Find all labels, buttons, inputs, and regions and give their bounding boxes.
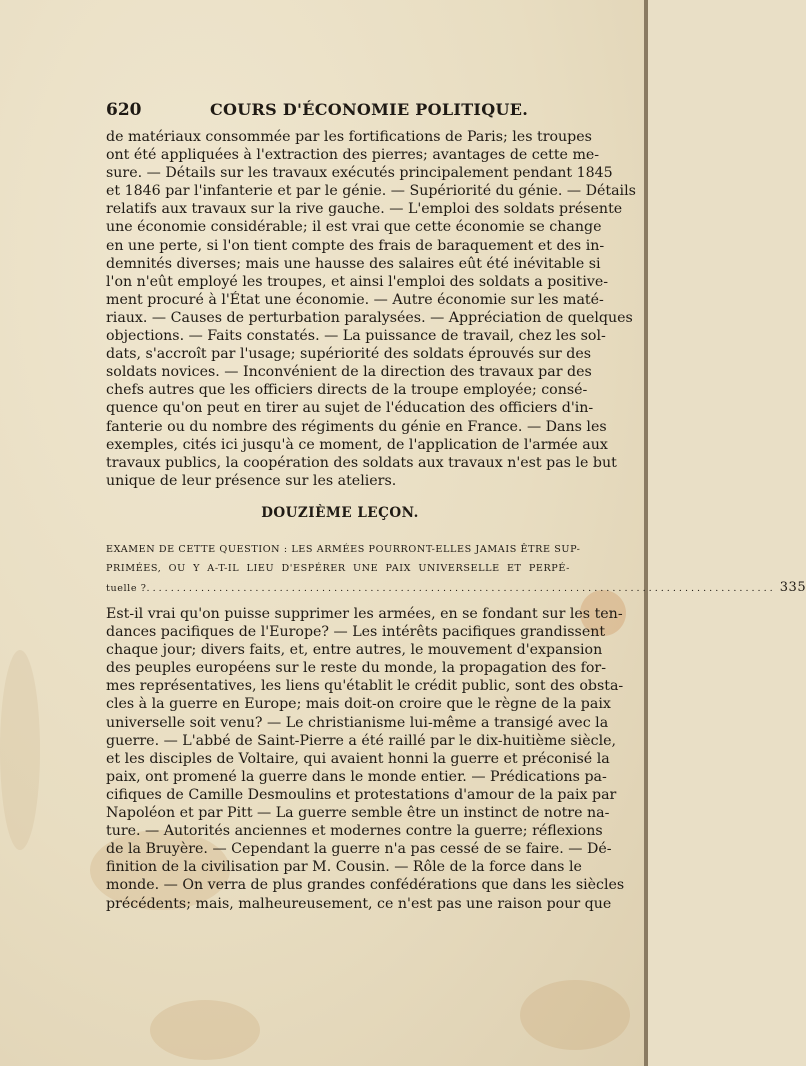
text-line: de la Bruyère. — Cependant la guerre n'a pas cessé de se faire. — Dé- [106, 841, 612, 858]
text-line: ture. — Autorités anciennes et modernes contre la guerre; réflexions [106, 823, 603, 840]
foxing-stain [0, 650, 40, 850]
page-number: 620 [106, 100, 142, 120]
text-line: dances pacifiques de l'Europe? — Les intérêts pacifiques grandissent [106, 624, 606, 641]
text-line: une économie considérable; il est vrai que cette économie se change [106, 219, 602, 236]
text-line: précédents; mais, malheureusement, ce n'est pas une raison pour que [106, 895, 612, 912]
text-line: cles à la guerre en Europe; mais doit-on croire que le règne de la paix [106, 696, 611, 713]
leader-dots: ........................................................................................................ [146, 583, 776, 594]
page-edge [644, 0, 648, 1066]
text-line: mes représentatives, les liens qu'établit le crédit public, sont des obsta- [106, 678, 624, 695]
text-line: des peuples européens sur le reste du monde, la propagation des for- [106, 660, 606, 677]
text-line: quence qu'on peut en tirer au sujet de l'éducation des officiers d'in- [106, 400, 594, 417]
text-line: ment procuré à l'État une économie. — Autre économie sur les maté- [106, 291, 604, 308]
text-line: paix, ont promené la guerre dans le monde entier. — Prédications pa- [106, 768, 607, 785]
text-line: l'on n'eût employé les troupes, et ainsi l'emploi des soldats a positive- [106, 273, 609, 290]
text-line: fanterie ou du nombre des régiments du génie en France. — Dans les [106, 418, 607, 435]
summary-paragraph-1 [106, 128, 636, 490]
text-line: Napoléon et par Pitt — La guerre semble être un instinct de notre na- [106, 805, 610, 822]
foxing-stain [150, 1000, 260, 1060]
page-header [106, 100, 574, 124]
text-line: finition de la civilisation par M. Cousin. — Rôle de la force dans le [106, 859, 582, 876]
examen-line: EXAMEN DE CETTE QUESTION : LES ARMÉES POURRONT-ELLES JAMAIS ÊTRE SUP- [106, 544, 581, 555]
page-reference: 335 [779, 580, 806, 595]
text-line: unique de leur présence sur les ateliers. [106, 472, 397, 489]
text-line: et les disciples de Voltaire, qui avaient honni la guerre et préconisé la [106, 750, 610, 767]
text-line: chefs autres que les officiers directs de la troupe employée; consé- [106, 382, 588, 399]
text-line: cifiques de Camille Desmoulins et protestations d'amour de la paix par [106, 786, 617, 803]
text-line: riaux. — Causes de perturbation paralysées. — Appréciation de quelques [106, 309, 633, 326]
text-line: en une perte, si l'on tient compte des frais de baraquement et des in- [106, 237, 605, 254]
lesson-title: DOUZIÈME LEÇON. [261, 505, 419, 521]
text-line: dats, s'accroît par l'usage; supériorité des soldats éprouvés sur des [106, 346, 592, 363]
text-line: et 1846 par l'infanterie et par le génie. — Supériorité du génie. — Détails [106, 183, 636, 200]
text-line: relatifs aux travaux sur la rive gauche. — L'emploi des soldats présente [106, 201, 623, 218]
text-line: universelle soit venu? — Le christianisme lui-même a transigé avec la [106, 714, 609, 731]
text-line: ont été appliquées à l'extraction des pierres; avantages de cette me- [106, 147, 600, 164]
toc-entry [106, 578, 806, 598]
examen-line: PRIMÉES, OU Y A-T-IL LIEU D'ESPÉRER UNE PAIX UNIVERSELLE ET PERPÉ- [106, 563, 570, 574]
text-line: chaque jour; divers faits, et, entre autres, le mouvement d'expansion [106, 642, 603, 659]
text-line: de matériaux consommée par les fortifications de Paris; les troupes [106, 129, 592, 145]
running-title: COURS D'ÉCONOMIE POLITIQUE. [210, 100, 529, 119]
text-line: objections. — Faits constatés. — La puissance de travail, chez les sol- [106, 328, 606, 345]
text-line: exemples, cités ici jusqu'à ce moment, de l'application de l'armée aux [106, 436, 608, 453]
text-line: guerre. — L'abbé de Saint-Pierre a été raillé par le dix-huitième siècle, [106, 732, 617, 749]
text-line: demnités diverses; mais une hausse des salaires eût été inévitable si [106, 255, 601, 272]
text-line: sure. — Détails sur les travaux exécutés principalement pendant 1845 [106, 165, 613, 182]
text-line: travaux publics, la coopération des soldats aux travaux n'est pas le but [106, 454, 617, 471]
text-line: soldats novices. — Inconvénient de la direction des travaux par des [106, 364, 592, 381]
examen-last-line: tuelle ? [106, 583, 147, 594]
text-line: monde. — On verra de plus grandes confédérations que dans les siècles [106, 877, 625, 894]
foxing-stain [520, 980, 630, 1050]
text-line: Est-il vrai qu'on puisse supprimer les armées, en se fondant sur les ten- [106, 606, 623, 622]
summary-paragraph-2 [106, 605, 625, 913]
lesson-examen-heading [106, 540, 806, 598]
